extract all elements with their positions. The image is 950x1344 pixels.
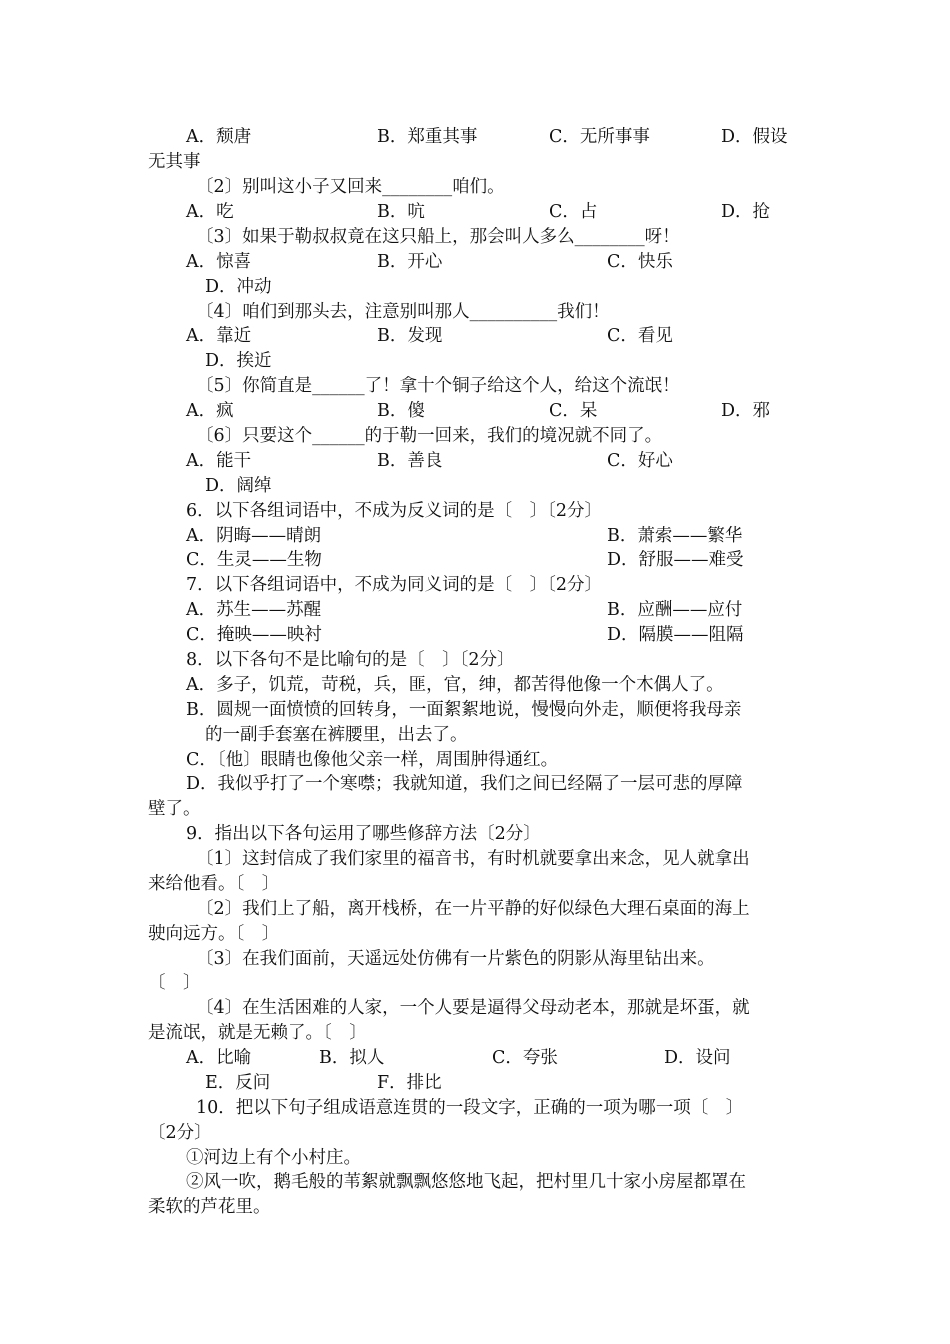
option-c: C．呆: [549, 401, 598, 421]
question-9: 9．指出以下各句运用了哪些修辞方法〔2分〕: [186, 824, 541, 844]
question-6: 6．以下各组词语中，不成为反义词的是〔 〕〔2分〕: [186, 501, 603, 521]
sub-question-5: 〔5〕你简直是______了！拿十个铜子给这个人，给这个流氓！: [196, 376, 680, 396]
option-a: A．比喻: [186, 1048, 252, 1068]
option-b: B．郑重其事: [377, 127, 478, 147]
option-c: C．生灵——生物: [186, 550, 322, 570]
sentence-3-continued: 〔 〕: [148, 973, 201, 993]
sub-question-4: 〔4〕咱们到那头去，注意别叫那人__________我们！: [196, 302, 610, 322]
option-d: D．阔绰: [205, 476, 272, 496]
option-b: B．傻: [377, 401, 425, 421]
option-d-continued: 壁了。: [148, 799, 201, 819]
option-d: D．挨近: [205, 351, 272, 371]
option-d: D．假设: [721, 127, 788, 147]
sentence-2: 〔2〕我们上了船，离开栈桥，在一片平静的好似绿色大理石桌面的海上: [196, 899, 750, 919]
option-c: C．夸张: [492, 1048, 558, 1068]
sub-question-2: 〔2〕别叫这小子又回来________咱们。: [196, 177, 505, 197]
option-a: A．疯: [186, 401, 234, 421]
sub-question-3: 〔3〕如果于勒叔叔竟在这只船上，那会叫人多么________呀！: [196, 227, 680, 247]
option-d: D．邪: [721, 401, 771, 421]
sentence-4-continued: 是流氓，就是无赖了。〔 〕: [148, 1023, 367, 1043]
option-d-continued: 无其事: [148, 152, 201, 172]
sub-question-6: 〔6〕只要这个______的于勒一回来，我们的境况就不同了。: [196, 426, 663, 446]
option-b: B．应酬——应付: [607, 600, 743, 620]
sentence-3: 〔3〕在我们面前，天遥远处仿佛有一片紫色的阴影从海里钻出来。: [196, 949, 715, 969]
option-b: B．善良: [377, 451, 443, 471]
option-d: D．设问: [664, 1048, 731, 1068]
option-c: C．看见: [607, 326, 673, 346]
option-c: C．掩映——映衬: [186, 625, 322, 645]
sentence-1: 〔1〕这封信成了我们家里的福音书，有时机就要拿出来念，见人就拿出: [196, 849, 750, 869]
sentence-2-continued: 驶向远方。〔 〕: [148, 924, 280, 944]
option-c: C．无所事事: [549, 127, 650, 147]
option-b: B．发现: [377, 326, 443, 346]
question-10-score: 〔2分〕: [148, 1123, 212, 1143]
option-d: D．舒服——难受: [607, 550, 744, 570]
option-f: F．排比: [377, 1073, 442, 1093]
sentence-1-continued: 来给他看。〔 〕: [148, 874, 280, 894]
sentence-1: ①河边上有个小村庄。: [186, 1148, 361, 1168]
option-b: B．圆规一面愤愤的回转身，一面絮絮地说，慢慢向外走，顺便将我母亲: [186, 700, 742, 720]
option-b: B．开心: [377, 252, 443, 272]
sentence-2-continued: 柔软的芦花里。: [148, 1197, 271, 1217]
option-d: D．我似乎打了一个寒噤；我就知道，我们之间已经隔了一层可悲的厚障: [186, 774, 743, 794]
option-a: A．能干: [186, 451, 252, 471]
option-a: A．颓唐: [186, 127, 252, 147]
question-7: 7．以下各组词语中，不成为同义词的是〔 〕〔2分〕: [186, 575, 603, 595]
option-c: C．快乐: [607, 252, 673, 272]
option-a: A．吃: [186, 202, 234, 222]
option-d: D．抢: [721, 202, 771, 222]
option-a: A．阴晦——晴朗: [186, 526, 322, 546]
option-a: A．靠近: [186, 326, 252, 346]
option-b: B．拟人: [319, 1048, 385, 1068]
option-a: A．多子，饥荒，苛税，兵，匪，官，绅，都苦得他像一个木偶人了。: [186, 675, 724, 695]
option-d: D．冲动: [205, 277, 272, 297]
option-b: B．萧索——繁华: [607, 526, 743, 546]
question-10: 10．把以下句子组成语意连贯的一段文字，正确的一项为哪一项〔 〕: [196, 1098, 744, 1118]
option-e: E．反问: [205, 1073, 271, 1093]
option-a: A．惊喜: [186, 252, 252, 272]
option-c: C．占: [549, 202, 598, 222]
option-a: A．苏生——苏醒: [186, 600, 322, 620]
option-d: D．隔膜——阻隔: [607, 625, 744, 645]
question-8: 8．以下各句不是比喻句的是〔 〕〔2分〕: [186, 650, 515, 670]
option-b-continued: 的一副手套塞在裤腰里，出去了。: [205, 725, 468, 745]
option-b: B．吭: [377, 202, 425, 222]
sentence-4: 〔4〕在生活困难的人家，一个人要是逼得父母动老本，那就是坏蛋，就: [196, 998, 750, 1018]
option-c: C．〔他〕眼睛也像他父亲一样，周围肿得通红。: [186, 750, 559, 770]
sentence-2: ②风一吹，鹅毛般的苇絮就飘飘悠悠地飞起，把村里几十家小房屋都罩在: [186, 1172, 746, 1192]
option-c: C．好心: [607, 451, 673, 471]
